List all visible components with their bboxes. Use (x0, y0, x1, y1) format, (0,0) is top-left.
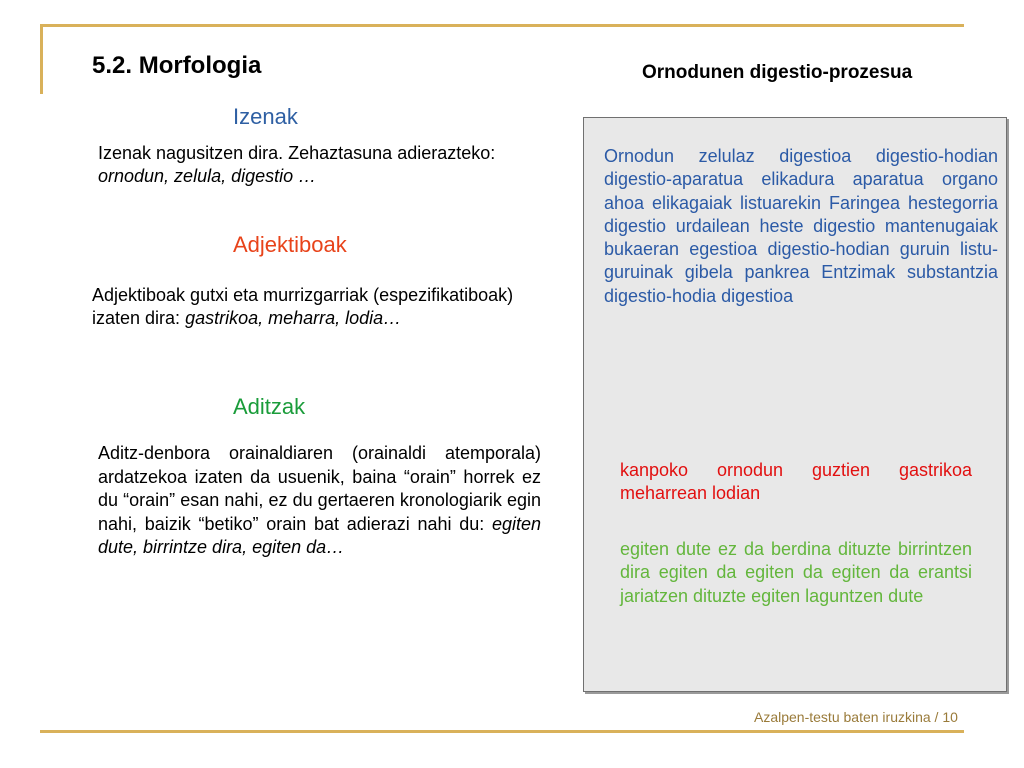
aditzak-heading: Aditzak (233, 394, 306, 419)
slide-footer: Azalpen-testu baten iruzkina / 10 (754, 709, 958, 725)
box-nouns: Ornodun zelulaz digestioa digestio-hodian digestio-aparatua elikadura aparatua organo ahoa elikagaiak listuarekin Faringea hestegorria digestio urdailean heste digestio mantenugaiak bukaeran egestioa digestio-hodian guruin listu-guruinak gibela pankrea Entzimak substantzia digestio-hodia digestioa (604, 146, 998, 306)
adjektiboak-examples: gastrikoa, meharra, lodia… (185, 308, 402, 328)
izenak-heading: Izenak (233, 104, 298, 129)
izenak-paragraph (98, 142, 538, 188)
box-verbs: egiten dute ez da berdina dituzte birrintzen dira egiten da egiten da egiten da erantsi jariatzen dituzte egiten laguntzen dute (620, 539, 972, 606)
izenak-text: Izenak nagusitzen dira. Zehaztasuna adierazteko: (98, 143, 496, 163)
frame-bottom-line (40, 730, 964, 733)
adjektiboak-heading: Adjektiboak (233, 232, 347, 257)
adjektiboak-text: Adjektiboak gutxi eta murrizgarriak (espezifikatiboak) izaten dira: (92, 285, 514, 328)
frame-top-line (40, 24, 964, 27)
adjektiboak-paragraph (92, 284, 532, 330)
aditzak-text: Aditz-denbora orainaldiaren (orainaldi atemporala) ardatzekoa izaten da usuenik, baina “orain” horrek ez du “orain” esan nahi, ez du gertaeren kronologiarik egin nahi, baizik “betiko” orain bat adierazi nahi du: (98, 443, 541, 534)
izenak-examples: ornodun, zelula, digestio … (98, 166, 317, 186)
slide-title: 5.2. Morfologia (92, 52, 262, 79)
aditzak-examples: egiten dute, birrintze dira, egiten da… (98, 513, 541, 557)
box-adjectives: kanpoko ornodun guztien gastrikoa meharrean lodian (620, 460, 972, 504)
aditzak-paragraph (98, 442, 541, 560)
frame-left-line (40, 24, 43, 94)
box-heading: Ornodunen digestio-prozesua (642, 62, 913, 83)
